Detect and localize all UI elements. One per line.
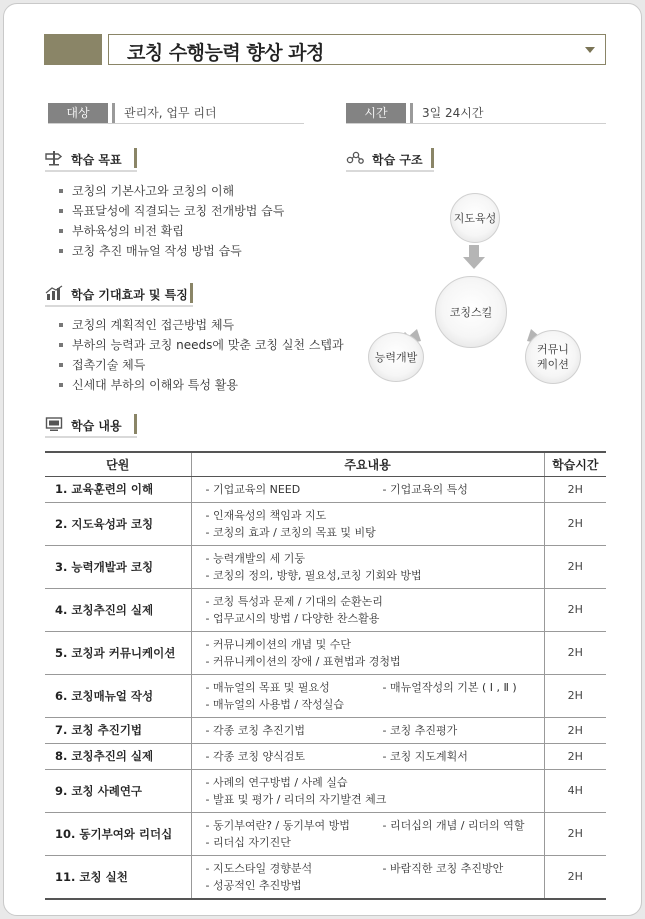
content-item: - 코칭의 정의, 방향, 필요성,코칭 기회와 방법 bbox=[205, 568, 422, 582]
network-icon bbox=[346, 150, 364, 166]
goals-title: 학습 목표 bbox=[71, 153, 122, 167]
unit-cell: 8. 코칭추진의 실제 bbox=[45, 743, 191, 769]
hours-cell: 2H bbox=[544, 743, 606, 769]
unit-cell: 3. 능력개발과 코칭 bbox=[45, 545, 191, 588]
hours-cell: 2H bbox=[544, 855, 606, 899]
label-divider bbox=[410, 103, 413, 123]
content-item: - 각종 코칭 추진기법 bbox=[205, 723, 305, 737]
hours-cell: 2H bbox=[544, 588, 606, 631]
heading-underline bbox=[45, 170, 137, 172]
content-line bbox=[206, 567, 544, 584]
heading-bar bbox=[431, 148, 434, 168]
unit-cell: 7. 코칭 추진기법 bbox=[45, 717, 191, 743]
list-item-continuation: 접촉기술 체득 bbox=[56, 355, 344, 375]
target-label: 대상 bbox=[48, 103, 108, 123]
content-item: - 기업교육의 NEED bbox=[205, 482, 301, 496]
content-item: - 바람직한 코칭 추진방안 bbox=[382, 861, 504, 875]
content-line bbox=[206, 817, 544, 834]
content-item: - 능력개발의 세 기둥 bbox=[205, 551, 305, 565]
content-item: - 코칭의 효과 / 코칭의 목표 및 비탕 bbox=[205, 525, 376, 539]
unit-cell: 9. 코칭 사례연구 bbox=[45, 769, 191, 812]
chevron-down-icon[interactable] bbox=[585, 47, 595, 53]
content-line bbox=[206, 610, 544, 627]
unit-cell: 5. 코칭과 커뮤니케이션 bbox=[45, 631, 191, 674]
content-cell bbox=[191, 769, 544, 812]
info-underline bbox=[48, 123, 304, 124]
heading-bar bbox=[134, 414, 137, 434]
list-item: 코칭의 기본사고와 코칭의 이해 bbox=[56, 181, 284, 201]
content-line bbox=[206, 774, 544, 791]
content-line bbox=[206, 481, 544, 498]
bar-chart-icon bbox=[45, 285, 63, 301]
content-line bbox=[206, 653, 544, 670]
table-row bbox=[45, 717, 606, 743]
content-line bbox=[206, 636, 544, 653]
unit-cell: 11. 코칭 실천 bbox=[45, 855, 191, 899]
info-underline bbox=[346, 123, 606, 124]
column-header-hours: 학습시간 bbox=[544, 452, 606, 476]
effects-heading bbox=[45, 283, 193, 305]
content-item: - 커뮤니케이션의 장애 / 표현법과 경청법 bbox=[205, 654, 401, 668]
content-item: - 각종 코칭 양식검토 bbox=[205, 749, 305, 763]
content-item: - 발표 및 평가 / 리더의 자기발견 체크 bbox=[205, 792, 387, 806]
list-item: 코칭의 계획적인 접근방법 체득 bbox=[56, 315, 344, 335]
hours-cell: 2H bbox=[544, 674, 606, 717]
structure-heading bbox=[346, 148, 434, 170]
goals-list bbox=[56, 181, 284, 261]
content-line bbox=[206, 748, 544, 765]
content-item: - 매뉴얼작성의 기본 ( Ⅰ , Ⅱ ) bbox=[382, 680, 517, 694]
list-item: 코칭 추진 매뉴얼 작성 방법 습득 bbox=[56, 241, 284, 261]
effects-title: 학습 기대효과 및 특징 bbox=[71, 288, 188, 302]
table-row bbox=[45, 769, 606, 812]
table-row bbox=[45, 502, 606, 545]
heading-underline bbox=[45, 305, 193, 307]
content-line bbox=[206, 679, 544, 696]
content-line bbox=[206, 877, 544, 894]
content-item: - 기업교육의 특성 bbox=[382, 482, 468, 496]
heading-underline bbox=[346, 170, 434, 172]
unit-cell: 4. 코칭추진의 실제 bbox=[45, 588, 191, 631]
table-row bbox=[45, 743, 606, 769]
content-item: - 지도스타일 경향분석 bbox=[205, 861, 313, 875]
content-item: - 매뉴얼의 목표 및 필요성 bbox=[205, 680, 330, 694]
table-row bbox=[45, 588, 606, 631]
content-line bbox=[206, 860, 544, 877]
table-row bbox=[45, 545, 606, 588]
heading-bar bbox=[134, 148, 137, 168]
hours-cell: 2H bbox=[544, 476, 606, 502]
document-page bbox=[3, 3, 642, 916]
list-item: 부하육성의 비전 확립 bbox=[56, 221, 284, 241]
content-item: - 리더십 자기진단 bbox=[205, 835, 291, 849]
content-line bbox=[206, 722, 544, 739]
content-item: - 성공적인 추진방법 bbox=[205, 878, 302, 892]
hours-cell: 4H bbox=[544, 769, 606, 812]
structure-title: 학습 구조 bbox=[372, 153, 423, 167]
time-info bbox=[346, 103, 606, 123]
content-cell bbox=[191, 743, 544, 769]
column-header-unit: 단원 bbox=[45, 452, 191, 476]
content-cell bbox=[191, 812, 544, 855]
content-cell bbox=[191, 588, 544, 631]
content-line bbox=[206, 550, 544, 567]
content-line bbox=[206, 593, 544, 610]
content-item: - 사례의 연구방법 / 사례 실습 bbox=[205, 775, 348, 789]
content-item: - 코칭 추진평가 bbox=[382, 723, 458, 737]
circle-coaching-skill bbox=[435, 276, 507, 348]
content-line bbox=[206, 791, 544, 808]
content-item: - 리더십의 개념 / 리더의 역할 bbox=[382, 818, 525, 832]
monitor-icon bbox=[45, 416, 63, 432]
content-line bbox=[206, 696, 544, 713]
circle-label: 커뮤니 케이션 bbox=[537, 343, 569, 371]
hours-cell: 2H bbox=[544, 545, 606, 588]
circle-label: 코칭스킬 bbox=[449, 305, 493, 319]
page-title: 코칭 수행능력 향상 과정 bbox=[127, 42, 324, 64]
content-heading bbox=[45, 414, 137, 436]
circle-guidance bbox=[450, 193, 500, 243]
content-item: - 인재육성의 책임과 지도 bbox=[205, 508, 327, 522]
hours-cell: 2H bbox=[544, 717, 606, 743]
label-divider bbox=[112, 103, 115, 123]
content-title: 학습 내용 bbox=[71, 419, 122, 433]
table-row bbox=[45, 631, 606, 674]
target-info bbox=[48, 103, 304, 123]
circle-communication bbox=[525, 330, 581, 384]
time-value: 3일 24시간 bbox=[422, 106, 484, 120]
goals-heading bbox=[45, 148, 137, 170]
circle-ability-development bbox=[368, 332, 424, 382]
unit-cell: 2. 지도육성과 코칭 bbox=[45, 502, 191, 545]
table-header-row bbox=[45, 452, 606, 476]
hours-cell: 2H bbox=[544, 812, 606, 855]
table-row bbox=[45, 812, 606, 855]
content-cell bbox=[191, 631, 544, 674]
target-value: 관리자, 업무 리더 bbox=[124, 106, 217, 120]
content-cell bbox=[191, 855, 544, 899]
content-line bbox=[206, 834, 544, 851]
time-label: 시간 bbox=[346, 103, 406, 123]
content-cell bbox=[191, 476, 544, 502]
unit-cell: 6. 코칭매뉴얼 작성 bbox=[45, 674, 191, 717]
heading-underline bbox=[45, 436, 137, 438]
table-row bbox=[45, 476, 606, 502]
content-cell bbox=[191, 717, 544, 743]
unit-cell: 1. 교육훈련의 이해 bbox=[45, 476, 191, 502]
heading-bar bbox=[190, 283, 193, 303]
list-item: 부하의 능력과 코칭 needs에 맞춘 코칭 실천 스텝과 bbox=[56, 335, 344, 355]
header-title-box[interactable] bbox=[108, 34, 606, 65]
circle-label: 능력개발 bbox=[374, 350, 418, 364]
content-line bbox=[206, 507, 544, 524]
arrow-down-icon bbox=[463, 245, 485, 269]
column-header-content: 주요내용 bbox=[191, 452, 544, 476]
content-item: - 코칭 특성과 문제 / 기대의 순환논리 bbox=[205, 594, 383, 608]
content-cell bbox=[191, 502, 544, 545]
content-item: - 코칭 지도계획서 bbox=[382, 749, 468, 763]
signpost-icon bbox=[45, 150, 63, 166]
content-item: - 업무교시의 방법 / 다양한 찬스활용 bbox=[205, 611, 380, 625]
list-item: 목표달성에 직결되는 코칭 전개방법 습득 bbox=[56, 201, 284, 221]
content-table bbox=[45, 451, 606, 900]
page-header bbox=[44, 34, 606, 65]
table-row bbox=[45, 855, 606, 899]
learning-structure-diagram bbox=[359, 189, 609, 389]
circle-label: 지도육성 bbox=[453, 211, 497, 225]
hours-cell: 2H bbox=[544, 631, 606, 674]
content-item: - 동기부여란? / 동기부여 방법 bbox=[205, 818, 350, 832]
effects-list bbox=[56, 315, 344, 395]
content-cell bbox=[191, 545, 544, 588]
content-item: - 매뉴얼의 사용법 / 작성실습 bbox=[205, 697, 345, 711]
table-row bbox=[45, 674, 606, 717]
header-accent-block bbox=[44, 34, 102, 65]
list-item: 신세대 부하의 이해와 특성 활용 bbox=[56, 375, 344, 395]
content-item: - 커뮤니케이션의 개념 및 수단 bbox=[205, 637, 351, 651]
content-cell bbox=[191, 674, 544, 717]
content-line bbox=[206, 524, 544, 541]
unit-cell: 10. 동기부여와 리더십 bbox=[45, 812, 191, 855]
hours-cell: 2H bbox=[544, 502, 606, 545]
